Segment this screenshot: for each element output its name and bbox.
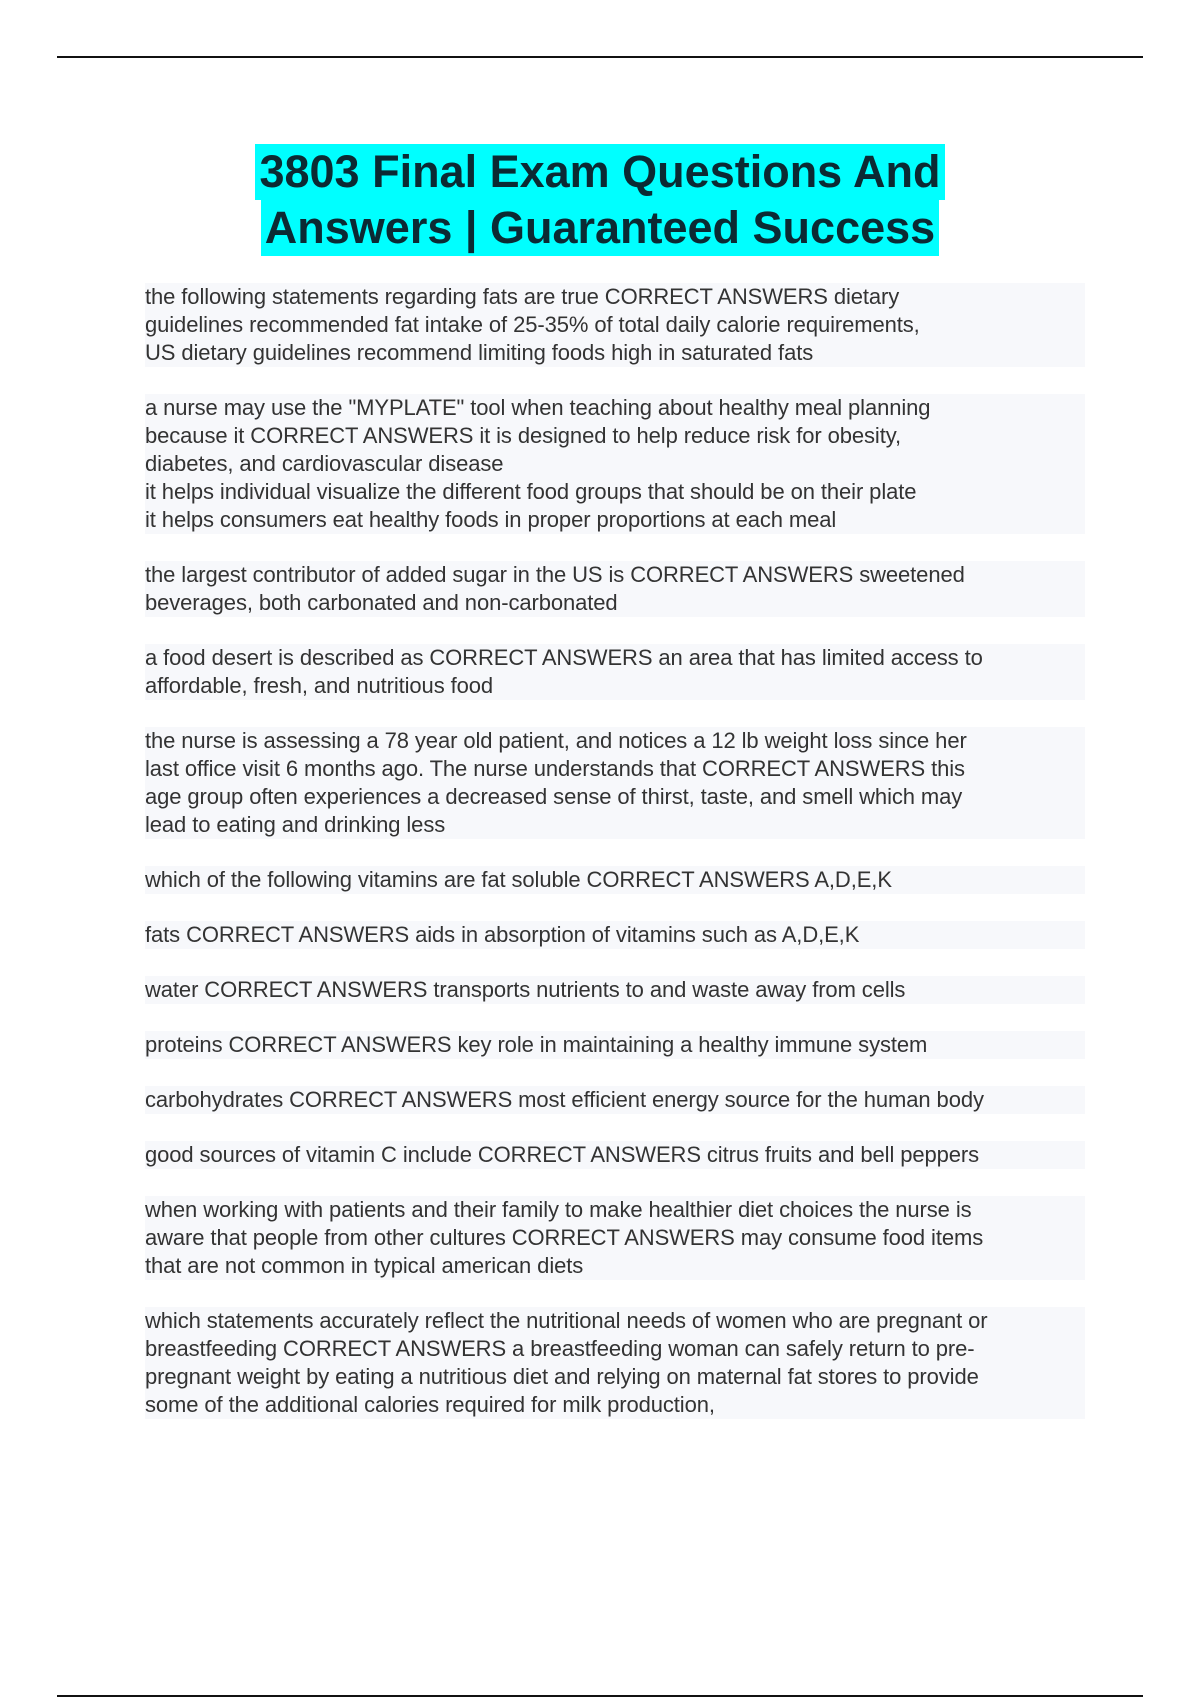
qa-list (145, 283, 1085, 1446)
title-line-2: Answers | Guaranteed Success (261, 200, 939, 256)
qa-item: a food desert is described as CORRECT ANSWERS an area that has limited access to affordable, fresh, and nutritious food (145, 644, 1085, 700)
footer-rule (57, 1695, 1143, 1697)
qa-item: a nurse may use the "MYPLATE" tool when teaching about healthy meal planning because it CORRECT ANSWERS it is designed to help reduce risk for obesity, diabetes, and cardiovascular disease it helps individual visualize the different food groups that should be on their plate it helps consumers eat healthy foods in proper proportions at each meal (145, 394, 1085, 534)
header-rule (57, 56, 1143, 58)
qa-item: carbohydrates CORRECT ANSWERS most efficient energy source for the human body (145, 1086, 1085, 1114)
qa-item: which of the following vitamins are fat soluble CORRECT ANSWERS A,D,E,K (145, 866, 1085, 894)
qa-item: water CORRECT ANSWERS transports nutrients to and waste away from cells (145, 976, 1085, 1004)
qa-item: the following statements regarding fats are true CORRECT ANSWERS dietary guidelines recommended fat intake of 25-35% of total daily calorie requirements, US dietary guidelines recommend limiting foods high in saturated fats (145, 283, 1085, 367)
page-title (0, 144, 1200, 256)
qa-item: the largest contributor of added sugar in the US is CORRECT ANSWERS sweetened beverages, both carbonated and non-carbonated (145, 561, 1085, 617)
qa-item: when working with patients and their family to make healthier diet choices the nurse is aware that people from other cultures CORRECT ANSWERS may consume food items that are not common in typical american diets (145, 1196, 1085, 1280)
title-line-1: 3803 Final Exam Questions And (255, 144, 944, 200)
qa-item: good sources of vitamin C include CORRECT ANSWERS citrus fruits and bell peppers (145, 1141, 1085, 1169)
qa-item: the nurse is assessing a 78 year old patient, and notices a 12 lb weight loss since her last office visit 6 months ago. The nurse understands that CORRECT ANSWERS this age group often experiences a decreased sense of thirst, taste, and smell which may lead to eating and drinking less (145, 727, 1085, 839)
qa-item: which statements accurately reflect the nutritional needs of women who are pregnant or breastfeeding CORRECT ANSWERS a breastfeeding woman can safely return to pre- pregnant weight by eating a nutritious diet and relying on maternal fat stores to provide some of the additional calories required for milk production, (145, 1307, 1085, 1419)
qa-item: fats CORRECT ANSWERS aids in absorption of vitamins such as A,D,E,K (145, 921, 1085, 949)
qa-item: proteins CORRECT ANSWERS key role in maintaining a healthy immune system (145, 1031, 1085, 1059)
